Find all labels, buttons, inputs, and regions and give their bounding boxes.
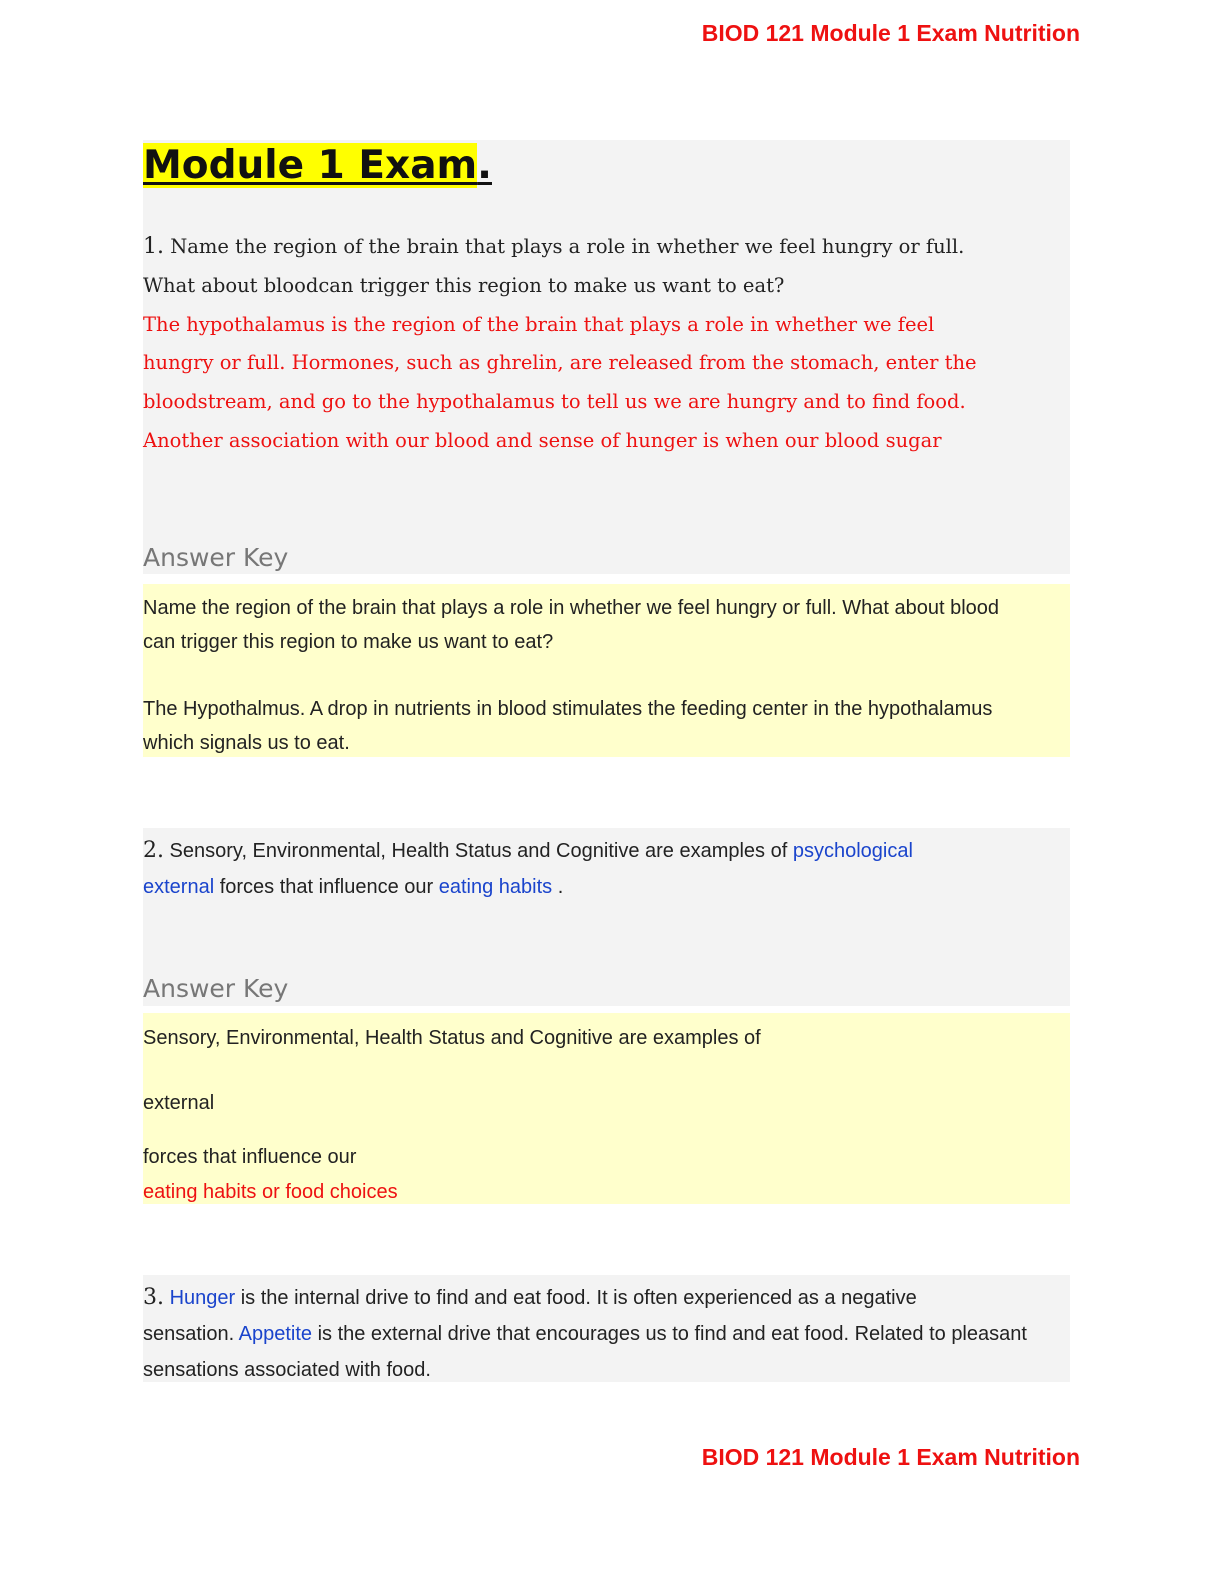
key-text-line: forces that influence our <box>143 1146 357 1168</box>
fill-blank-answer: Appetite <box>238 1323 313 1345</box>
question-2-line-1 <box>143 832 913 870</box>
question-number: 2. <box>143 838 164 863</box>
question-2-block <box>143 828 1070 1006</box>
key-question-line: can trigger this region to make us want to eat? <box>143 631 554 653</box>
student-answer-line: The hypothalamus is the region of the brain that plays a role in whether we feel <box>143 312 935 336</box>
question-3-line-3: sensations associated with food. <box>143 1359 431 1381</box>
question-1-block <box>143 140 1070 574</box>
question-number: 3. <box>143 1285 164 1310</box>
fill-blank-answer: Hunger <box>169 1287 236 1309</box>
key-text-line: external <box>143 1092 215 1114</box>
question-1-line-2: What about bloodcan trigger this region to make us want to eat? <box>143 273 785 297</box>
question-3-text: is the external drive that encourages us to find and eat food. Related to pleasant <box>312 1323 1027 1345</box>
key-text-line: Sensory, Environmental, Health Status and Cognitive are examples of <box>143 1027 761 1049</box>
question-number: 1. <box>143 234 164 259</box>
student-answer-line: hungry or full. Hormones, such as ghrelin, are released from the stomach, enter the <box>143 351 977 375</box>
question-3-line-2 <box>143 1316 1027 1353</box>
answer-key-box-2 <box>143 1013 1070 1204</box>
key-answer-line: The Hypothalmus. A drop in nutrients in blood stimulates the feeding center in the hypothalamus <box>143 698 993 720</box>
fill-blank-answer: external <box>143 876 215 898</box>
question-1 <box>143 228 1043 461</box>
running-header: BIOD 121 Module 1 Exam Nutrition <box>701 20 1080 46</box>
question-2-line-2 <box>143 869 563 906</box>
question-2-text: Sensory, Environmental, Health Status and Cognitive are examples of <box>164 840 793 862</box>
student-answer-line: Another association with our blood and sense of hunger is when our blood sugar <box>143 428 942 452</box>
title-highlight: Module 1 Exam <box>143 143 478 188</box>
fill-blank-answer: eating habits <box>438 876 553 898</box>
title-period: . <box>477 143 492 188</box>
key-question-line: Name the region of the brain that plays a role in whether we feel hungry or full. What about blood <box>143 597 1000 619</box>
answer-key-heading: Answer Key <box>143 543 289 572</box>
key-correct-answer: eating habits or food choices <box>143 1181 398 1203</box>
answer-key-heading: Answer Key <box>143 974 289 1003</box>
fill-blank-answer: psychological <box>792 840 913 862</box>
question-3-line-1 <box>143 1279 917 1317</box>
running-footer: BIOD 121 Module 1 Exam Nutrition <box>701 1444 1080 1470</box>
page-title <box>143 142 492 190</box>
question-3-text: sensation. <box>143 1323 239 1345</box>
student-answer-line: bloodstream, and go to the hypothalamus to tell us we are hungry and to find food. <box>143 390 966 414</box>
question-2-text: forces that influence our <box>214 876 439 898</box>
question-2-text: . <box>552 876 564 898</box>
question-1-text-1: Name the region of the brain that plays a role in whether we feel hungry or full. <box>170 235 965 258</box>
question-1-line-1 <box>143 228 1043 267</box>
key-answer-line: which signals us to eat. <box>143 732 350 754</box>
answer-key-box-1 <box>143 584 1070 757</box>
question-3-block <box>143 1275 1070 1382</box>
question-3-text: is the internal drive to find and eat food. It is often experienced as a negative <box>235 1287 917 1309</box>
